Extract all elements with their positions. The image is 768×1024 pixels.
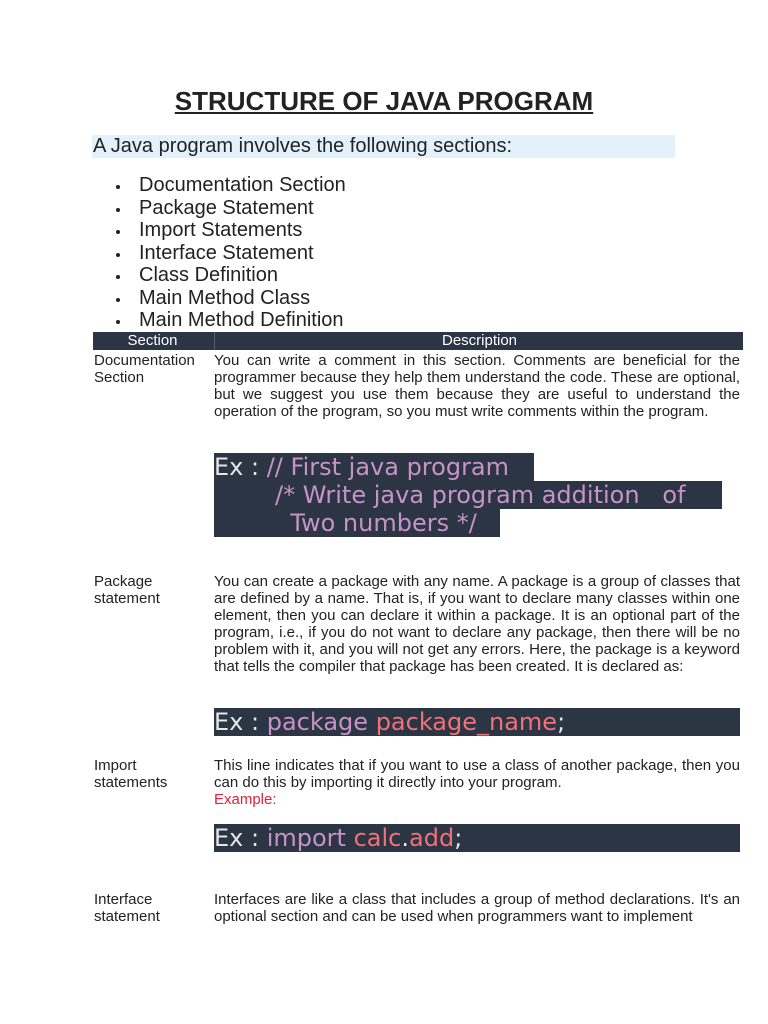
page-title: STRUCTURE OF JAVA PROGRAM [174, 86, 594, 116]
list-item: Package Statement [112, 197, 346, 220]
intro-label: A Java program involves the following sections: [93, 135, 513, 157]
row-description-interface: Interfaces are like a class that includes a group of method declarations. It's an optional section and can be used when programmers want to implement [214, 891, 740, 925]
code-identifier: calc [353, 824, 402, 852]
row-label-documentation: Documentation Section [94, 352, 195, 386]
table-header [93, 332, 743, 350]
list-item: Main Method Definition [112, 309, 346, 332]
code-import [214, 824, 740, 852]
code-package [214, 708, 740, 736]
code-semicolon: ; [557, 708, 566, 736]
row-description-import [214, 757, 740, 808]
code-identifier: package_name [375, 708, 558, 736]
list-item: Import Statements [112, 219, 346, 242]
row-label-import: Import statements [94, 757, 168, 791]
row-description-package: You can create a package with any name. A package is a group of classes that are defined by a name. That is, if you want to declare many classes within one element, then you can declare it within a package. It is an optional part of the program, i.e., if you do not want to declare any package, then there will be no problem with it, and you will not get any errors. Here, the package is a keyword that tells the compiler that package has been created. It is declared as: [214, 573, 740, 675]
row-label-package: Package statement [94, 573, 160, 607]
code-prefix: Ex : [214, 824, 267, 852]
header-section: Section [127, 332, 178, 349]
code-line-2 [214, 481, 722, 509]
code-line-3 [214, 509, 500, 537]
list-item: Documentation Section [112, 174, 346, 197]
code-comment: // First java program [266, 453, 510, 481]
code-dot: . [401, 824, 410, 852]
example-label: Example: [214, 791, 277, 808]
import-description-text: This line indicates that if you want to use a class of another package, then you can do this by importing it directly into your program. [214, 757, 740, 791]
list-item: Main Method Class [112, 287, 346, 310]
code-keyword: import [266, 824, 346, 852]
code-identifier: add [409, 824, 455, 852]
list-item: Interface Statement [112, 242, 346, 265]
code-comment: /* Write java program addition of [275, 481, 686, 509]
code-prefix: Ex : [214, 453, 267, 481]
header-description: Description [214, 332, 744, 350]
code-prefix: Ex : [214, 708, 267, 736]
code-semicolon: ; [454, 824, 463, 852]
code-line-1 [214, 453, 534, 481]
row-label-interface: Interface statement [94, 891, 160, 925]
row-description-documentation: You can write a comment in this section. Comments are beneficial for the programmer because they help them understand the code. These are optional, but we suggest you use them because they are useful to understand the operation of the program, so you must write comments within the program. [214, 352, 740, 420]
code-comment: Two numbers */ [290, 509, 477, 537]
intro-text [92, 135, 675, 158]
list-item: Class Definition [112, 264, 346, 287]
code-keyword: package [266, 708, 369, 736]
section-list [112, 174, 346, 332]
